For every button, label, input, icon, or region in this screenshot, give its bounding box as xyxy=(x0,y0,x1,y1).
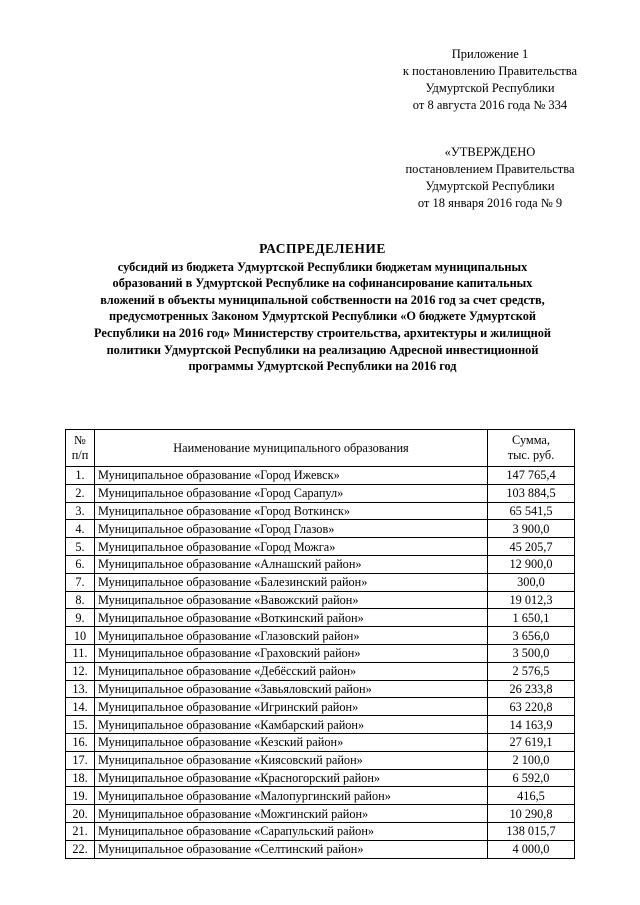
table-row xyxy=(66,467,575,485)
row-name: Муниципальное образование «Дебёсский район» xyxy=(95,662,488,680)
row-name: Муниципальное образование «Балезинский район» xyxy=(95,573,488,591)
row-name: Муниципальное образование «Игринский район» xyxy=(95,698,488,716)
row-amount: 3 500,0 xyxy=(488,644,575,662)
row-num: 20. xyxy=(66,805,95,823)
row-name: Муниципальное образование «Красногорский район» xyxy=(95,769,488,787)
title-line: Республики на 2016 год» Министерству строительства, архитектуры и жилищной xyxy=(94,325,551,340)
header-amount-line2: тыс. руб. xyxy=(507,448,555,462)
appendix-line: от 8 августа 2016 года № 334 xyxy=(412,98,568,112)
row-name: Муниципальное образование «Глазовский район» xyxy=(95,627,488,645)
row-amount: 63 220,8 xyxy=(488,698,575,716)
table-row xyxy=(66,698,575,716)
title-line: вложений в объекты муниципальной собственности на 2016 год за счет средств, xyxy=(100,292,545,307)
row-amount: 6 592,0 xyxy=(488,769,575,787)
header-amount xyxy=(488,430,575,467)
table-row xyxy=(66,840,575,858)
row-num: 18. xyxy=(66,769,95,787)
row-num: 22. xyxy=(66,840,95,858)
row-num: 14. xyxy=(66,698,95,716)
table-row xyxy=(66,502,575,520)
row-amount: 3 656,0 xyxy=(488,627,575,645)
row-name: Муниципальное образование «Город Можга» xyxy=(95,538,488,556)
row-name: Муниципальное образование «Кезский район» xyxy=(95,733,488,751)
row-name: Муниципальное образование «Малопургинский район» xyxy=(95,787,488,805)
row-num: 6. xyxy=(66,555,95,573)
row-num: 9. xyxy=(66,609,95,627)
row-amount: 12 900,0 xyxy=(488,555,575,573)
row-num: 19. xyxy=(66,787,95,805)
title-line: политики Удмуртской Республики на реализацию Адресной инвестиционной xyxy=(106,342,539,357)
row-amount: 26 233,8 xyxy=(488,680,575,698)
row-num: 3. xyxy=(66,502,95,520)
header-num-line2: п/п xyxy=(71,448,89,462)
table-row xyxy=(66,822,575,840)
approval-stamp-text xyxy=(380,144,600,212)
title-line: субсидий из бюджета Удмуртской Республики бюджетам муниципальных xyxy=(117,259,528,274)
row-num: 7. xyxy=(66,573,95,591)
row-amount: 1 650,1 xyxy=(488,609,575,627)
row-name: Муниципальное образование «Граховский район» xyxy=(95,644,488,662)
row-amount: 138 015,7 xyxy=(488,822,575,840)
title-line: предусмотренных Законом Удмуртской Республики «О бюджете Удмуртской xyxy=(109,309,536,324)
row-amount: 27 619,1 xyxy=(488,733,575,751)
appendix-line: Удмуртской Республики xyxy=(425,81,555,95)
row-name: Муниципальное образование «Можгинский район» xyxy=(95,805,488,823)
row-amount: 3 900,0 xyxy=(488,520,575,538)
row-name: Муниципальное образование «Селтинский район» xyxy=(95,840,488,858)
row-num: 1. xyxy=(66,467,95,485)
main-title: РАСПРЕДЕЛЕНИЕ xyxy=(259,241,386,256)
table-body xyxy=(66,467,575,859)
row-num: 4. xyxy=(66,520,95,538)
table-row xyxy=(66,680,575,698)
table-row xyxy=(66,484,575,502)
row-amount: 300,0 xyxy=(488,573,575,591)
row-amount: 147 765,4 xyxy=(488,467,575,485)
table-row xyxy=(66,538,575,556)
table-row xyxy=(66,733,575,751)
row-name: Муниципальное образование «Киясовский район» xyxy=(95,751,488,769)
row-name: Муниципальное образование «Город Ижевск» xyxy=(95,467,488,485)
header-amount-line1: Сумма, xyxy=(512,433,550,447)
table-row xyxy=(66,644,575,662)
subsidy-table xyxy=(65,429,575,859)
table-header-row xyxy=(66,430,575,467)
row-name: Муниципальное образование «Алнашский район» xyxy=(95,555,488,573)
document-title xyxy=(60,241,585,375)
row-name: Муниципальное образование «Вавожский район» xyxy=(95,591,488,609)
table-row xyxy=(66,716,575,734)
table-row xyxy=(66,591,575,609)
row-amount: 416,5 xyxy=(488,787,575,805)
table-row xyxy=(66,609,575,627)
row-amount: 4 000,0 xyxy=(488,840,575,858)
row-num: 12. xyxy=(66,662,95,680)
approved-line: «УТВЕРЖДЕНО xyxy=(444,145,536,159)
table-row xyxy=(66,555,575,573)
row-num: 17. xyxy=(66,751,95,769)
row-amount: 45 205,7 xyxy=(488,538,575,556)
approved-line: постановлением Правительства xyxy=(405,162,575,176)
row-amount: 2 100,0 xyxy=(488,751,575,769)
table-row xyxy=(66,769,575,787)
row-name: Муниципальное образование «Камбарский район» xyxy=(95,716,488,734)
table-row xyxy=(66,805,575,823)
table-row xyxy=(66,787,575,805)
appendix-line: Приложение 1 xyxy=(451,47,529,61)
row-num: 16. xyxy=(66,733,95,751)
appendix-line: к постановлению Правительства xyxy=(402,64,578,78)
row-name: Муниципальное образование «Сарапульский район» xyxy=(95,822,488,840)
row-name: Муниципальное образование «Город Сарапул» xyxy=(95,484,488,502)
row-name: Муниципальное образование «Город Воткинск» xyxy=(95,502,488,520)
table-row xyxy=(66,751,575,769)
row-num: 13. xyxy=(66,680,95,698)
header-name: Наименование муниципального образования xyxy=(95,430,488,467)
table-row xyxy=(66,573,575,591)
row-num: 11. xyxy=(66,644,95,662)
table-row xyxy=(66,520,575,538)
row-amount: 103 884,5 xyxy=(488,484,575,502)
appendix-reference xyxy=(380,46,600,114)
row-name: Муниципальное образование «Город Глазов» xyxy=(95,520,488,538)
row-num: 10 xyxy=(66,627,95,645)
approved-line: от 18 января 2016 года № 9 xyxy=(417,196,563,210)
header-num-line1: № xyxy=(74,433,86,447)
row-amount: 14 163,9 xyxy=(488,716,575,734)
row-num: 21. xyxy=(66,822,95,840)
approved-line: Удмуртской Республики xyxy=(425,179,555,193)
row-amount: 2 576,5 xyxy=(488,662,575,680)
header-num xyxy=(66,430,95,467)
row-num: 8. xyxy=(66,591,95,609)
row-name: Муниципальное образование «Воткинский район» xyxy=(95,609,488,627)
table-row xyxy=(66,662,575,680)
row-num: 2. xyxy=(66,484,95,502)
title-line: программы Удмуртской Республики на 2016 год xyxy=(188,359,457,374)
row-amount: 65 541,5 xyxy=(488,502,575,520)
row-amount: 19 012,3 xyxy=(488,591,575,609)
title-line: образований в Удмуртской Республике на софинансирование капитальных xyxy=(112,276,533,291)
row-amount: 10 290,8 xyxy=(488,805,575,823)
table-row xyxy=(66,627,575,645)
row-name: Муниципальное образование «Завьяловский район» xyxy=(95,680,488,698)
row-num: 5. xyxy=(66,538,95,556)
row-num: 15. xyxy=(66,716,95,734)
